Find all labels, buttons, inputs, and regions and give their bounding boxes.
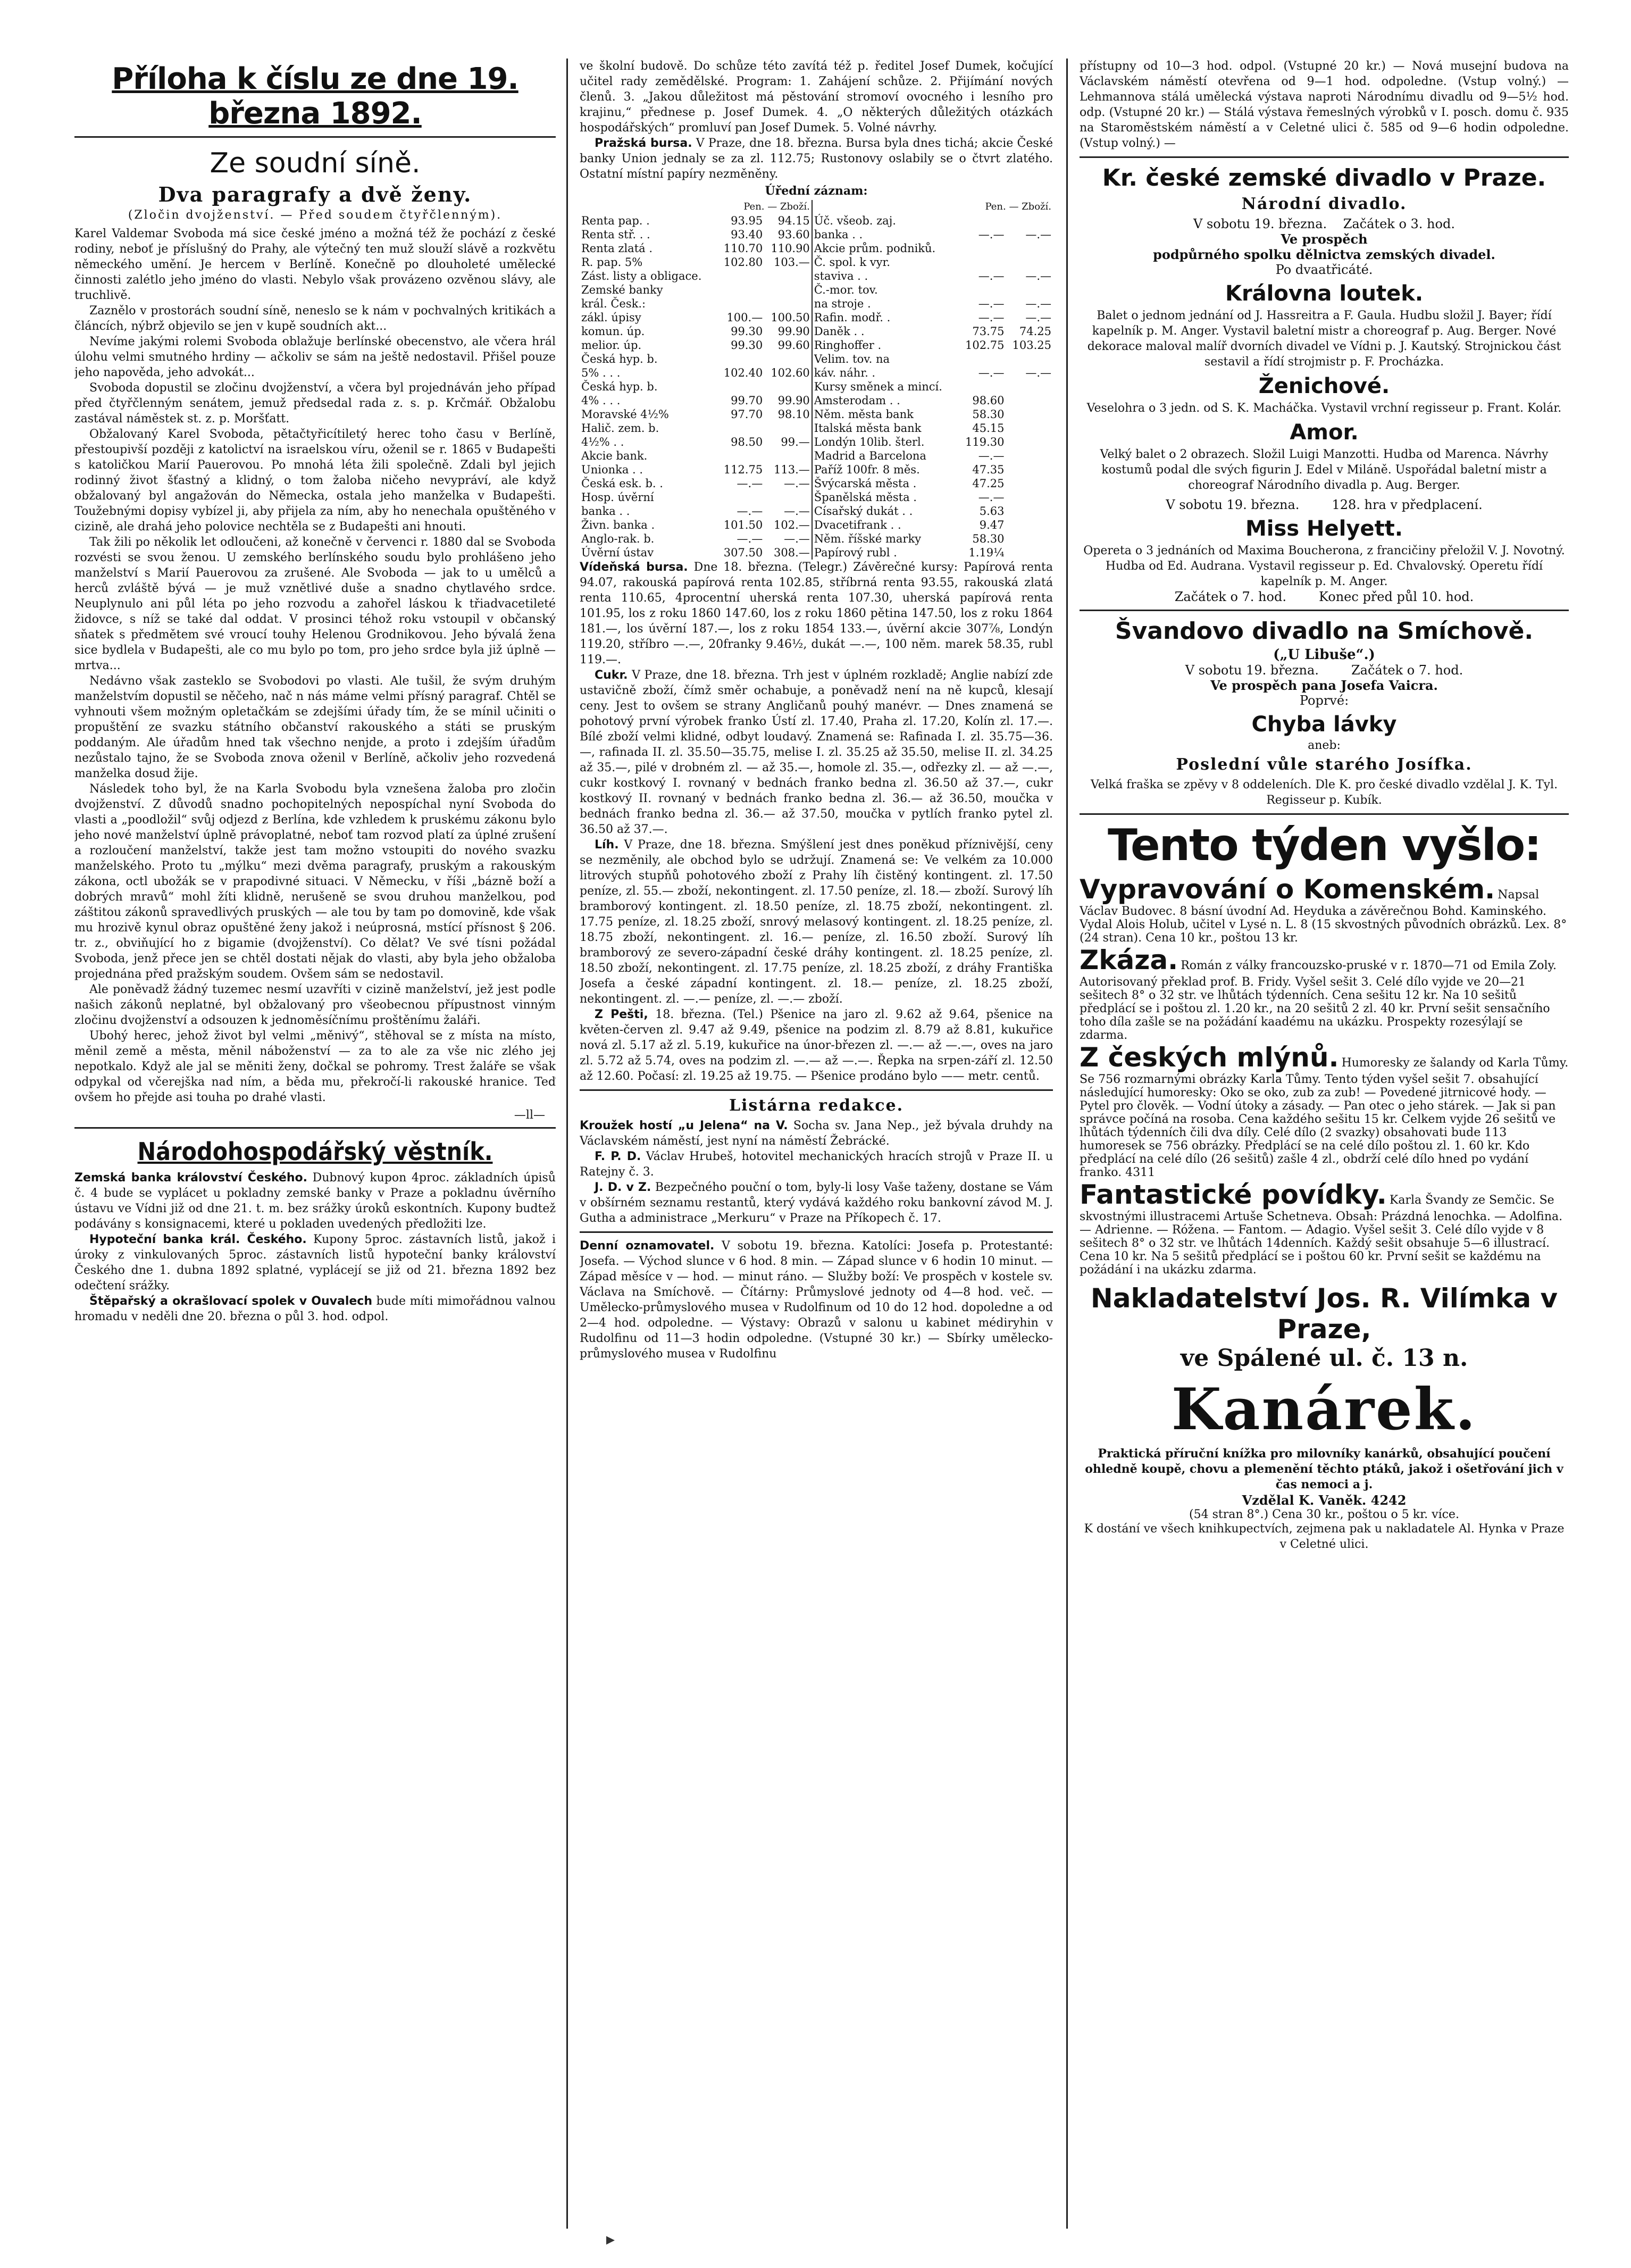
exchange-cell <box>717 352 764 366</box>
prague-exchange-text: V Praze, dne 18. března. Bursa byla dnes tichá; akcie České banky Union jednaly se za zl. 112.75; Rustonovy oslabily se o čtvrt zlatého. Ostatní místní papíry nezměněny. <box>580 137 1053 181</box>
theatre-performance: Poprvé: <box>1299 693 1349 708</box>
exchange-row <box>580 394 1053 407</box>
vienna-exchange-text: Dne 18. března. (Telegr.) Závěrečné kursy: Papírová renta 94.07, rakouská papírová renta 102.85, stříbrná renta 93.55, rakouská zlatá renta 110.65, 4procentní uherská renta 107.30, uherská papírová renta 101.95, los z roku 1860 147.60, los z roku 1860 pětina 147.50, los z roku 1864 181.—, los úvěrní 187.—, los z roku 1854 133.—, úvěrní akcie 307⅞, Londýn 119.20, stříbro —.—, 20franky 9.46½, dukát —.—, 100 něm. marek 58.35, rubl 119.—. <box>580 561 1053 666</box>
exchange-cell <box>1006 380 1053 394</box>
paragraph: Zaznělo v prostorách soudní síně, neneslo se k nám v pochvalných kritikách a článcích, nýbrž objevilo se jen v kupě soudních akt... <box>74 304 556 333</box>
exchange-cell <box>717 490 764 504</box>
paragraph: Tak žili po několik let odloučeni, až konečně v červenci r. 1880 dal se Svoboda rozvésti se svou ženou. U zemského berlínského soudu bylo prohlášeno jeho manželství s Marií Pauerovou za zrušené. Ale Svoboda — jak to u umělců a herců zvláště bývá — je muž vznětlivé duše a snadno chytlavého srdce. Neuplynulo ani půl léta po jeho rozvodu a zahořel láskou k třiadvacetileté židovce, s níž se také dal oddat. V prosinci téhož roku vstoupil v občanský sňatek s předmětem své vroucí touhy Helenou Grodnikovou. Jeho bývalá žena sice bydlela v Budapešti, ale co mu bylo po tom, pro jeho srdce byla již úplně — mrtva... <box>74 536 556 672</box>
play-title: Královna loutek. <box>1225 281 1424 306</box>
theatre-benefit: Ve prospěch <box>1281 231 1368 247</box>
exchange-cell: Rafin. modř. . <box>812 311 959 324</box>
economic-bulletin-title: Národohospodářský věstník. <box>137 1137 493 1166</box>
exchange-cell <box>959 214 1006 228</box>
book-title: Fantastické povídky. <box>1080 1179 1387 1210</box>
exchange-cell: Něm. říšské marky <box>812 532 959 546</box>
exchange-cell: 93.60 <box>777 228 810 241</box>
letter-text: Socha sv. Jana Nep., jež bývala druhdy na Václavském náměstí, jest nyní na náměstí Žebrácké. <box>580 1119 1053 1148</box>
exchange-cell <box>717 283 764 297</box>
grain-report <box>580 1007 1053 1084</box>
exchange-row <box>580 366 1053 380</box>
exchange-cell: —.— <box>978 311 1005 324</box>
prague-exchange <box>580 136 1053 182</box>
exchange-cell: 100.— <box>726 311 763 324</box>
exchange-cell: 103.25 <box>1012 339 1051 352</box>
exchange-cell: káv. náhr. . <box>812 366 959 380</box>
spirits-lead: Líh. <box>595 838 619 852</box>
spirits-report <box>580 837 1053 1007</box>
exchange-row <box>580 449 1053 463</box>
exchange-cell: —.— <box>1025 228 1051 241</box>
ad-price: (54 stran 8°.) Cena 30 kr., poštou o 5 kr. více. <box>1189 1508 1459 1521</box>
theatre-date: V sobotu 19. března. Začátek o 3. hod. <box>1193 216 1455 231</box>
exchange-cell <box>1006 546 1053 560</box>
exchange-row <box>580 532 1053 546</box>
article-signature: —ll— <box>514 1108 545 1122</box>
book-text: Napsal Václav Budovec. 8 básní úvodní Ad. Heyduka a závěrečnou Bohd. Kaminského. Vydal Alois Holub, učitel v Lysé n. L. 8 (15 skvostných původních obrázků. Lex. 8° (24 stran). Cena 10 kr., poštou 13 kr. <box>1080 888 1567 945</box>
exchange-row <box>580 546 1053 560</box>
econ-item-lead: Zemská banka království Českého. <box>74 1171 307 1185</box>
play-time: Začátek o 7. hod. Konec před půl 10. hod. <box>1174 589 1474 604</box>
exchange-cell: Unionka . . <box>581 463 643 476</box>
letter-lead: J. D. v Z. <box>595 1181 651 1194</box>
prague-exchange-lead: Pražská bursa. <box>595 137 692 150</box>
exchange-cell: 100.50 <box>771 311 810 324</box>
column-1 <box>74 59 556 2229</box>
exchange-cell: Úč. všeob. zaj. <box>812 214 959 228</box>
exchange-cell <box>717 449 764 463</box>
exchange-cell: 113.— <box>774 463 810 476</box>
exchange-cell <box>1006 394 1053 407</box>
exchange-cell: melior. úp. <box>581 339 642 352</box>
ad-author: Vzdělal K. Vaněk. 4242 <box>1242 1492 1407 1508</box>
exchange-cell <box>1006 449 1053 463</box>
divider <box>1080 813 1569 815</box>
exchange-cell: 47.25 <box>972 477 1005 490</box>
header-left: Pen. — Zboží. <box>743 201 810 212</box>
exchange-cell: Italská města bank <box>812 421 959 435</box>
exchange-cell: 119.30 <box>965 436 1005 448</box>
decorative-mark <box>604 2234 617 2247</box>
exchange-cell <box>764 449 812 463</box>
exchange-cell <box>1006 490 1053 504</box>
exchange-cell: 99.30 <box>731 339 763 352</box>
exchange-cell: Č.-mor. tov. <box>812 283 959 297</box>
sugar-lead: Cukr. <box>595 669 628 682</box>
exchange-cell <box>1006 255 1053 269</box>
exchange-row <box>580 407 1053 421</box>
exchange-cell: 98.10 <box>777 408 810 421</box>
exchange-cell: Renta stř. . . <box>581 228 650 241</box>
letters-title: Listárna redakce. <box>729 1096 904 1115</box>
court-subsubtitle: (Zločin dvojženství. — Před soudem čtyřčlenným). <box>128 209 503 222</box>
exchange-cell: Anglo-rak. b. <box>581 532 655 545</box>
exchange-cell <box>764 421 812 435</box>
play-description: Velká fraška se zpěvy v 8 oddeleních. Dle K. pro české divadlo vzdělal J. K. Tyl. Regisseur p. Kubík. <box>1090 778 1558 807</box>
exchange-cell <box>764 269 812 283</box>
exchange-row <box>580 269 1053 283</box>
exchange-cell: Papírový rubl . <box>812 546 959 560</box>
book-text: Román z války francouzsko-pruské v r. 1870—71 od Emila Zoly. Autorisovaný překlad prof. B. Fridy. Vyšel sešit 3. Celé dílo vyjde ve 20—21 sešitech 8° o 32 str. ve lhůtách týdenních. Cena sešitu 12 kr. Na 10 sešitů předplácí se i poštou zl. 1.20 kr., na 20 sešitů 2 zl. 40 kr. První sešit sensačního toho díla zašle se na požádání kaadému na ukázku. Prospekty rozesýlají se zdarma. <box>1080 959 1557 1042</box>
divider <box>580 1089 1053 1091</box>
play-title: Amor. <box>1290 420 1359 445</box>
exchange-cell: —.— <box>1025 297 1051 310</box>
theatre-benefit: Ve prospěch pana Josefa Vaicra. <box>1210 678 1438 693</box>
exchange-cell: Zemské banky <box>581 284 663 296</box>
exchange-cell: Renta pap. . <box>581 214 650 227</box>
exchange-cell: 97.70 <box>731 408 763 421</box>
exchange-cell: Česká esk. b. . <box>581 477 663 490</box>
exchange-cell <box>1006 504 1053 518</box>
exchange-cell: 99.90 <box>777 394 810 407</box>
column-3 <box>1080 59 1569 2229</box>
letter-item <box>580 1180 1053 1226</box>
official-record-title: Úřední záznam: <box>765 184 868 198</box>
letter-lead: F. P. D. <box>595 1150 641 1163</box>
exchange-cell: Velim. tov. na <box>812 352 959 366</box>
exchange-cell <box>1006 477 1053 490</box>
book-text: Humoresky ze šalandy od Karla Tůmy. Se 756 rozmarnými obrázky Karla Tůmy. Tento týden vyšel sešit 7. obsahující následující humoresky: Oko se oko, zub za zub! — Povedené jitrnicové hody. — Pytel pro člověk. — Vodní útoky a zásady. — Pan otec o jeho stárek. — Jak si pan správce počíná na rosoba. Cena každého sešitu 15 kr. Celkem vyjde 26 sešitů ve lhůtách týdenních čili dva díly. Celé dílo (2 svazky) obsahovati bude 113 humoresek se 756 obrázky. Předplácí se na celé dílo poštou zl. 1. 60 kr. Kdo předplácí na celé dílo (26 sešitů) zašle 4 zl., obdrží celé dílo hned po vydání franko. 4311 <box>1080 1056 1569 1179</box>
supplement-header: Příloha k číslu ze dne 19. března 1892. <box>112 62 518 131</box>
exchange-row <box>580 228 1053 241</box>
exchange-cell: —.— <box>1025 311 1051 324</box>
divider <box>1080 610 1569 611</box>
play-aneb: aneb: <box>1308 739 1341 752</box>
exchange-cell: 98.50 <box>731 436 763 448</box>
book-title: Z českých mlýnů. <box>1080 1042 1339 1073</box>
exchange-cell: 4% . . . <box>581 394 621 407</box>
court-subtitle: Dva paragrafy a dvě ženy. <box>158 182 472 206</box>
letter-text: Václav Hrubeš, hotovitel mechanických hracích strojů v Praze II. u Ratejny č. 3. <box>580 1150 1053 1179</box>
ad-text: Praktická příruční knížka pro milovníky kanárků, obsahující poučení ohledně koupě, chovu a plemenění těchto ptáků, jakož i ošetřování jich v čas nemoci a j. <box>1085 1447 1563 1491</box>
exchange-cell: 102.75 <box>965 339 1005 352</box>
exchange-cell <box>1006 407 1053 421</box>
exchange-cell: 9.47 <box>979 519 1005 531</box>
exchange-row <box>580 435 1053 449</box>
exchange-cell <box>1006 463 1053 477</box>
exchange-cell <box>764 352 812 366</box>
daily-notices <box>580 1238 1053 1362</box>
exchange-cell: 110.70 <box>723 242 763 255</box>
exchange-cell: Kursy směnek a mincí. <box>812 380 959 394</box>
exchange-cell: Úvěrní ústav <box>581 546 654 559</box>
column-2 <box>580 59 1053 2229</box>
exchange-cell <box>1006 435 1053 449</box>
exchange-cell <box>959 352 1006 366</box>
this-week-title: Tento týden vyšlo: <box>1108 820 1541 871</box>
exchange-cell: Amsterodam . . <box>812 394 959 407</box>
econ-item <box>74 1294 556 1324</box>
divider <box>74 1127 556 1129</box>
book-item <box>1080 1042 1569 1179</box>
book-text: Karla Švandy ze Semčic. Se skvostnými illustracemi Artuše Schetneva. Obsah: Prázdná lenochka. — Adolfina. — Adrienne. — Róžena. — Fantom. — Adagio. Vyšel sešit 3. Celé dílo vyjde v 8 sešitech 8° o 32 str. ve lhůtách 14denních. Každý sešit obsahuje 5—6 illustrací. Cena 10 kr. Na 5 sešitů předplácí se i poštou 60 kr. První sešit se každému na požádání i na ukázku zdarma. <box>1080 1194 1563 1277</box>
exchange-cell: 4½% . . <box>581 436 624 448</box>
econ-item <box>74 1170 556 1232</box>
exchange-cell: 74.25 <box>1019 325 1051 338</box>
exchange-cell: 99.70 <box>731 394 763 407</box>
paragraph: Karel Valdemar Svoboda má sice české jméno a možná též že pochází z české rodiny, neboť je příslušný do Prahy, ale výtečný ten muž slouží slávě a rozkvětu německého umění. Je hercem v Berlíně. Konečně po dlouholeté umělecké činnosti zalétlo jeho jméno do vlasti. Nebylo však provázeno ozvěnou slávy, ale truchlivě. <box>74 227 556 302</box>
exchange-cell: Halič. zem. b. <box>581 422 659 435</box>
theatre-date: V sobotu 19. března. Začátek o 7. hod. <box>1185 663 1463 678</box>
exchange-cell: 99.60 <box>777 339 810 352</box>
exchange-cell <box>959 255 1006 269</box>
exchange-cell <box>717 380 764 394</box>
play-title: Ženichové. <box>1258 374 1390 398</box>
exchange-cell: Něm. města bank <box>812 407 959 421</box>
exchange-cell: Císařský dukát . . <box>812 504 959 518</box>
exchange-cell: Dvacetifrank . . <box>812 518 959 532</box>
theatre-benefit-detail: podpůrného spolku dělnictva zemských divadel. <box>1153 247 1495 262</box>
econ-item <box>74 1232 556 1294</box>
ad-shop: K dostání ve všech knihkupectvích, zejmena pak u nakladatele Al. Hynka v Praze v Celetné ulici. <box>1084 1522 1565 1551</box>
vienna-exchange <box>580 560 1053 668</box>
header-right: Pen. — Zboží. <box>985 201 1051 212</box>
exchange-cell: 99.30 <box>731 325 763 338</box>
exchange-cell: 58.30 <box>972 408 1005 421</box>
exchange-cell: —.— <box>784 505 810 518</box>
exchange-cell: 102.— <box>774 519 810 531</box>
publisher-address: ve Spálené ul. č. 13 n. <box>1180 1345 1468 1372</box>
theatre-date: V sobotu 19. března. 128. hra v předplacení. <box>1166 497 1483 512</box>
exchange-cell <box>717 421 764 435</box>
exchange-cell: Španělská města . <box>812 490 959 504</box>
paragraph: ve školní budově. Do schůze této zavítá též p. ředitel Josef Dumek, kočující učitel rady zemědělské. Program: 1. Zahájení schůze. 2. Přijímání nových členů. 3. „Jakou důležitost má pěstování stromoví ovocného i lesního pro krajinu,“ přednese p. Josef Dumek. 4. „O některých důležitých otázkách hospodářských“ promluví pan Josef Dumek. 5. Volné návrhy. <box>580 60 1053 135</box>
exchange-row <box>580 214 1053 228</box>
exchange-cell: R. pap. 5% <box>581 256 643 269</box>
play-title: Miss Helyett. <box>1245 516 1403 541</box>
ad-title: Kanárek. <box>1171 1376 1477 1443</box>
exchange-cell: 45.15 <box>972 422 1005 435</box>
econ-item-text: Kupony 5proc. zástavních listů, jakož i úroky z vinkulovaných 5proc. zástavních listů hypoteční banky království Českého dne 1. dubna 1892 splatné, vyplácejí se již od 21. března 1892 bez odečtení srážky. <box>74 1233 556 1293</box>
exchange-cell <box>1006 283 1053 297</box>
exchange-row <box>580 463 1053 477</box>
exchange-cell: na stroje . <box>812 297 959 311</box>
exchange-cell: 98.60 <box>972 394 1005 407</box>
play-title: Chyba lávky <box>1251 712 1397 737</box>
exchange-cell: 101.50 <box>723 519 763 531</box>
econ-item-text: bude míti mimořádnou valnou hromadu v neděli dne 20. března o půl 3. hod. odpol. <box>74 1295 556 1323</box>
divider <box>1080 156 1569 158</box>
vienna-exchange-lead: Vídeňská bursa. <box>580 561 688 574</box>
exchange-cell: Londýn 10lib. šterl. <box>812 435 959 449</box>
exchange-row <box>580 380 1053 394</box>
exchange-cell <box>1006 518 1053 532</box>
exchange-table <box>580 200 1053 560</box>
exchange-cell: —.— <box>978 228 1005 241</box>
divider <box>580 1231 1053 1233</box>
exchange-cell: —.— <box>784 477 810 490</box>
econ-item-lead: Štěpařský a okrašlovací spolek v Ouvalech <box>89 1295 373 1308</box>
exchange-cell <box>1006 214 1053 228</box>
exchange-cell <box>717 297 764 311</box>
letter-lead: Kroužek hostí „u Jelena“ na V. <box>580 1119 788 1132</box>
exchange-cell: 102.80 <box>723 256 763 269</box>
exchange-cell: 99.90 <box>777 325 810 338</box>
exchange-cell: 5% . . . <box>581 366 621 379</box>
econ-item-lead: Hypoteční banka král. Českého. <box>89 1233 307 1246</box>
exchange-row <box>580 241 1053 255</box>
exchange-cell <box>717 269 764 283</box>
publisher-name: Nakladatelství Jos. R. Vilímka v Praze, <box>1090 1283 1558 1345</box>
exchange-row <box>580 518 1053 532</box>
econ-item-text: Dubnový kupon 4proc. základních úpisů č. 4 bude se vyplácet u pokladny zemské banky v Praze a pokladnu úvěrního ústavu ve Vídni již od dne 21. t. m. bez srážky úroků eskontních. Kupony budtež podávány s konsignacemi, které u pokladen uvedených předložiti lze. <box>74 1171 556 1231</box>
exchange-cell: 308.— <box>774 546 810 559</box>
book-title: Vypravování o Komenském. <box>1080 874 1495 905</box>
exchange-cell: —.— <box>737 477 763 490</box>
paragraph: Nedávno však zasteklo se Svobodovi po vlasti. Ale tušil, že svým druhým manželstvím dopustil se něčeho, nač n nás máme velmi přísný paragraf. Chtěl se vyhnouti všem možným opletačkám se zdejšími úřady tím, že se mínil učiniti o propuštění ze svazku státního občanství rakouského a státi se pruským poddaným. Ale úřadům hned tak všechno nenjde, a proto i zdejším úřadům nezůstalo tajno, že se Svoboda znova oženil v Berlíně, ačkoliv jeho rozvedená manželka dosud žije. <box>74 674 556 780</box>
theatre-subtitle: („U Libuše“.) <box>1273 647 1375 663</box>
exchange-cell: Česká hyp. b. <box>581 353 658 365</box>
exchange-table-header <box>580 200 1053 214</box>
exchange-cell <box>1006 241 1053 255</box>
theatre-title: Švandovo divadlo na Smíchově. <box>1115 618 1534 645</box>
exchange-cell: —.— <box>1025 270 1051 282</box>
exchange-cell: Akcie bank. <box>581 449 648 462</box>
exchange-cell <box>959 283 1006 297</box>
exchange-cell: 1.19¼ <box>968 546 1005 559</box>
exchange-cell: Švýcarská města . <box>812 477 959 490</box>
exchange-cell: —.— <box>1025 366 1051 379</box>
exchange-cell: —.— <box>978 270 1005 282</box>
exchange-cell: —.— <box>978 491 1005 504</box>
exchange-cell: 93.40 <box>731 228 763 241</box>
play-description: Velký balet o 2 obrazech. Složil Luigi Manzotti. Hudba od Marenca. Návrhy kostumů podal dle svých figurin J. Edel v Miláně. Uspořádal baletní mistr a choreograf Národního divadla p. Aug. Berger. <box>1100 448 1549 492</box>
exchange-cell: 58.30 <box>972 532 1005 545</box>
exchange-cell: Akcie prům. podniků. <box>812 241 959 255</box>
grain-text: 18. března. (Tel.) Pšenice na jaro zl. 9.62 až 9.64, pšenice na květen-červen zl. 9.47 až 9.49, pšenice na podzim zl. 8.79 až 8.81, kukuřice nová zl. 5.17 až zl. 5.19, kukuřice na únor-březen zl. —.— až —.—, oves na jaro zl. 5.72 až 5.74, oves na podzim zl. —.— až —.—. Řepka na srpen-září zl. 12.50 až 12.60. Počasí: zl. 19.25 až 19.75. — Pšenice prodáno bylo —— metr. centů. <box>580 1008 1053 1083</box>
exchange-cell: Moravské 4½% <box>581 408 669 421</box>
exchange-row <box>580 352 1053 366</box>
court-title: Ze soudní síně. <box>210 147 421 179</box>
column-divider <box>1066 59 1068 2229</box>
paragraph: Ubohý herec, jehož život byl velmi „měnivý“, stěhoval se z místa na místo, měnil země a města, měnil náboženství — za to ale za vše nic zlého jej nepotkalo. Když ale jal se měniti ženy, dočkal se pohromy. Trest žaláře se však odpykal od včerejška nad ním, a běda mu, překročí-li rakouské hranice. Teď ovšem ho přejde asi touha po drahé vlasti. <box>74 1029 556 1104</box>
paragraph: Ale poněvadž žádný tuzemec nesmí uzavříti v cizině manželství, jež jest podle našich zákonů neplatné, byl obžalovaný pro všeobecnou přípustnost vinným zločinu dvojženství a odsouzen k jednoměsíčnímu proštěnímu žaláři. <box>74 983 556 1027</box>
exchange-cell: Madrid a Barcelona <box>812 449 959 463</box>
paragraph: Svoboda dopustil se zločinu dvojženství, a včera byl projednáván jeho případ před čtyřčlenným senátem, jemuž předsedal rada z. s. p. Krčmář. Obžalobu zastával náměstek st. z. p. Moršťatt. <box>74 381 556 426</box>
daily-notices-lead: Denní oznamovatel. <box>580 1239 715 1253</box>
exchange-cell: 47.35 <box>972 463 1005 476</box>
exchange-cell: 94.15 <box>777 214 810 227</box>
letter-text: Bezpečného pouční o tom, byly-li losy Vaše taženy, dostane se Vám v obšírném seznamu restantů, který vydává každého roku bankovní závod M. J. Gutha a administrace „Merkuru“ v Praze na Příkopech č. 17. <box>580 1181 1053 1225</box>
exchange-cell: 102.40 <box>723 366 763 379</box>
letter-item <box>580 1149 1053 1180</box>
divider <box>74 136 556 138</box>
exchange-cell: Ringhoffer . <box>812 338 959 352</box>
theatre-subtitle: Národní divadlo. <box>1241 195 1407 213</box>
exchange-row <box>580 490 1053 504</box>
play-description: Opereta o 3 jednáních od Maxima Boucherona, z francičiny přeložil V. J. Novotný. Hudba od Ed. Audrana. Vystavil regisseur p. Ed. Chvalovský. Operetu řídí kapelník p. M. Anger. <box>1083 544 1565 588</box>
exchange-cell: 99.— <box>781 436 810 448</box>
exchange-cell: banka . . <box>581 505 630 518</box>
exchange-row <box>580 421 1053 435</box>
exchange-cell: —.— <box>978 297 1005 310</box>
exchange-cell: 102.60 <box>771 366 810 379</box>
exchange-cell: Č. spol. k vyr. <box>812 255 959 269</box>
sugar-text: V Praze, dne 18. března. Trh jest v úplném rozkladě; Anglie nabízí zde ustavičně zboží, čímž směr ochabuje, a poněvadž není na ně kupců, klesají ceny. Jest to ovšem se strany Angličanů pouhý manévr. — Dnes znamená se pohotový první výrobek franko Ústí zl. 17.40, Praha zl. 17.20, Kolín zl. 17.—. Bílé zboží velmi klidné, odbyt loudavý. Znamená se: Rafinada I. zl. 35.75—36.—, rafinada II. zl. 35.50—35.75, melise I. zl. 35.25 až 35.50, melise II. zl. 34.25 až 35.—, pilé v drobném zl. — až 35.—, homole zl. 35.—, odřezky zl. — až —.—, cukr kostkový I. rovnaný v bednách franko bedna zl. 36.50 až 37.—, cukr kostkový II. rovnaný v bednách franko bedna zl. 36.— až 36.50, moučka v bednách franko bedna zl. 36.— až 37.50, moučka v pytlích franko pytel zl. 36.50 až 37.—. <box>580 669 1053 836</box>
column-divider <box>566 59 568 2229</box>
exchange-cell: 307.50 <box>723 546 763 559</box>
paragraph: přístupny od 10—3 hod. odpol. (Vstupné 20 kr.) — Nová musejní budova na Václavském náměstí otevřena od 9—1 hod. odpoledne. (Vstup volný.) — Lehmannova stálá umělecká výstava naproti Národnímu divadlu od 9—5½ hod. odp. (Vstupné 20 kr.) — Stálá výstava řemeslných výrobků v I. posch. domu č. 935 na Staroměstském náměstí a v Celetné ulici č. 585 od 9—6 hodin odpoledne. (Vstup volný.) — <box>1080 60 1569 150</box>
exchange-cell: Daněk . . <box>812 324 959 338</box>
exchange-cell <box>764 490 812 504</box>
grain-lead: Z Pešti, <box>595 1008 648 1021</box>
exchange-cell <box>959 380 1006 394</box>
exchange-cell: 73.75 <box>972 325 1005 338</box>
paragraph: Následek toho byl, že na Karla Svobodu byla vznešena žaloba pro zločin dvojženství. Z důvodů snadno pochopitelných nepospíchal nyní Svoboda do vlasti a „poodložil“ svůj odjezd z Berlína, kde vzhledem k pruskému zákonu bylo jeho nové manželství úplně právoplatné, neboť tam rozvod platí za úplné zrušení a rozloučení manželství, takže jest tam možno vstoupiti do nového svazku manželského. Proto tu „mýlku“ mezi dvěma paragrafy, pruským a rakouským zákona, octl ubožák se v prapodivné situaci. V Německu, v říši „bázně boží a dobrých mravů“ mohl žíti klidně, nerušeně se svou druhou manželkou, pod záštitou zákonů spravedlivých pruských — ale tou by tam po domovině, kde však mu hrozivě kynul obraz opuštěné ženy jakož i neúprosná, mstící přísnost § 206. tr. z., obviňující ho z bigamie (dvojženství). Co dělat? Ve své tísni požádal Svoboda, jenž přece jen se chtěl dostati nějak do vlasti, aby byla jeho obžaloba projednána před pražským soudem. Ovšem sám se nedostavil. <box>74 782 556 981</box>
exchange-cell <box>764 380 812 394</box>
exchange-cell: zákl. úpisy <box>581 311 641 324</box>
exchange-cell <box>764 297 812 311</box>
exchange-cell: 103.— <box>774 256 810 269</box>
exchange-cell: staviva . . <box>812 269 959 283</box>
paragraph: Nevíme jakými rolemi Svoboda oblažuje berlínské obecenstvo, ale včera hrál úlohu velmi smutného hrdiny — ačkoliv se sám na ještě nedostavil. Přišel pouze jeho napověda, jeho advokát... <box>74 335 556 379</box>
exchange-cell: banka . . <box>812 228 959 241</box>
exchange-row <box>580 504 1053 518</box>
letter-item <box>580 1118 1053 1149</box>
exchange-row <box>580 255 1053 269</box>
exchange-cell: 5.63 <box>979 505 1005 518</box>
spirits-text: V Praze, dne 18. března. Smýšlení jest dnes poněkud příznivější, ceny se nezměnily, ale obchod bylo se udržují. Znamená se: Ve velkém za 10.000 litrových stupňů pohotového zboží z Prahy líh čistěný kontingent. zl. 17.50 peníze, zl. 55.— zboží, nekontingent. zl. 17.50 peníze, zl. 18.— zboží. Surový líh bramborový kontingent. zl. 18.50 peníze, zl. 18.75 zboží, nekontingent. zl. 17.75 peníze, zl. 18.25 zboží, snrový melasový kontingent. zl. 18.25 peníze, zl. 18.75 zboží, nekontingent. zl. 16.— peníze, zl. 16.50 zboží. Surový líh bramborový ze severo-západní české dráhy kontingent. zl. 18.25 peníze, zl. 18.50 zboží, nekontingent. zl. 17.75 peníze, zl. 18.25 zboží, z dráhy Františka Josefa a české západní kontingent. zl. 18.— peníze, zl. 18.25 zboží, nekontingent. zl. —.— peníze, zl. —.— zboží. <box>580 838 1053 1006</box>
exchange-cell: —.— <box>737 532 763 545</box>
exchange-cell: Česká hyp. b. <box>581 380 658 393</box>
exchange-row <box>580 477 1053 490</box>
book-item <box>1080 874 1569 945</box>
exchange-row <box>580 283 1053 297</box>
exchange-cell: 112.75 <box>723 463 763 476</box>
exchange-cell: Zást. listy a obligace. <box>581 270 702 282</box>
daily-notices-text: V sobotu 19. března. Katolíci: Josefa p. Protestanté: Josefa. — Východ slunce v 6 hod. 8 min. — Západ slunce v 6 hodin 10 minut. — Západ měsíce v — hod. — minut ráno. — Služby boží: Ve prospěch v kostele sv. Václava na Smíchově. — Čítárny: Průmyslové jednoty od 4—8 hod. več. — Umělecko-průmyslového musea v Rudolfinum od 10 do 12 hod. dopoledne a od 2—4 hod. odpoledne. — Výstavy: Obrazů v salonu u kabinet médiryhin v Rudolfinu od 11—3 hodin odpoledne. (Vstupné 30 kr.) — Sbírky umělecko-průmyslového musea v Rudolfinu <box>580 1239 1053 1361</box>
book-item <box>1080 1179 1569 1277</box>
play-description: Balet o jednom jednání od J. Hassreitra a F. Gaula. Hudbu složil J. Bayer; řídí kapelník p. M. Anger. Vystavil baletní mistr a choreograf p. Aug. Berger. Nové dekorace maloval malíř dvorních divadel ve Vídni p. J. Kautský. Strojnickou část sestavil a řídí strojmistr p. F. Procházka. <box>1087 309 1561 369</box>
exchange-row <box>580 297 1053 311</box>
theatre-performance: Po dvaatřicáté. <box>1275 262 1373 277</box>
exchange-cell: —.— <box>978 449 1005 462</box>
exchange-cell: král. Česk.: <box>581 297 646 310</box>
exchange-cell: 110.90 <box>771 242 810 255</box>
exchange-cell: —.— <box>978 366 1005 379</box>
exchange-row <box>580 311 1053 324</box>
exchange-cell: —.— <box>737 505 763 518</box>
exchange-row <box>580 324 1053 338</box>
exchange-row <box>580 338 1053 352</box>
exchange-cell: komun. úp. <box>581 325 645 338</box>
book-title: Zkáza. <box>1080 945 1178 975</box>
court-article <box>74 226 556 1105</box>
sugar-report <box>580 668 1053 837</box>
exchange-cell: Živn. banka . <box>581 519 655 531</box>
exchange-cell <box>1006 352 1053 366</box>
exchange-cell <box>1006 532 1053 546</box>
exchange-cell: 93.95 <box>731 214 763 227</box>
paragraph: Obžalovaný Karel Svoboda, pětačtyřicítiletý herec toho času v Berlíně, přestoupivší později z katolictví na israelskou víru, oženil se r. 1865 v Budapešti s katoličkou Marií Pauerovou. Po mnohá léta žili společně. Zdali byl jejich rodinný život šťastný a klidný, o tom žaloba ničeho nevypráví, ale když obžalovaný byl angažován do Německa, ostala jeho manželka v Budapešti. Toužebnými dopisy vybízel ji, aby přijela za ním, aby ho nenechala opuštěného v cizině, ale drahá jeho polovice nechtěla se z Budapešti ani hnouti. <box>74 428 556 533</box>
newspaper-page <box>74 59 1569 2229</box>
exchange-cell <box>1006 421 1053 435</box>
theatre-title: Kr. české zemské divadlo v Praze. <box>1102 164 1546 191</box>
play-subtitle: Poslední vůle starého Josífka. <box>1176 755 1473 774</box>
exchange-cell <box>764 283 812 297</box>
exchange-cell <box>959 241 1006 255</box>
book-item <box>1080 945 1569 1042</box>
play-description: Veselohra o 3 jedn. od S. K. Macháčka. Vystavil vrchní regisseur p. Frant. Kolár. <box>1086 402 1562 415</box>
exchange-cell: Renta zlatá . <box>581 242 653 255</box>
exchange-cell: Paříž 100fr. 8 měs. <box>812 463 959 477</box>
exchange-cell: —.— <box>784 532 810 545</box>
exchange-cell: Hosp. úvěrní <box>581 491 654 504</box>
